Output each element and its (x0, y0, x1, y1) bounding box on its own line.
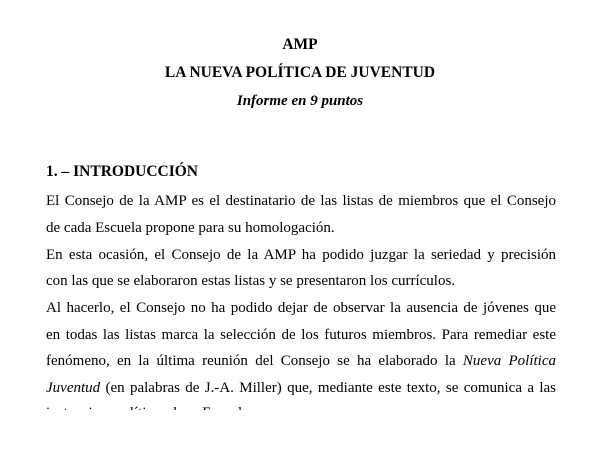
paragraph-italic-text: Juventud (46, 380, 101, 396)
document-org: AMP (282, 36, 318, 53)
paragraph-line: de cada Escuela propone para su homologación. (46, 220, 335, 236)
document-title: LA NUEVA POLÍTICA DE JUVENTUD (164, 64, 436, 81)
paragraph-line: Al hacerlo, el Consejo no ha podido dejar de observar la ausencia de jóvenes que (46, 300, 556, 316)
paragraph-text: (en palabras de J.-A. Miller) que, mediante este texto, se comunica a las (100, 380, 556, 396)
paragraph-line: El Consejo de la AMP es el destinatario de las listas de miembros que el Consejo (46, 193, 556, 209)
page-crop-edge (0, 410, 600, 450)
paragraph-line: En esta ocasión, el Consejo de la AMP ha podido juzgar la seriedad y precisión (46, 247, 556, 263)
paragraph-text: fenómeno, en la última reunión del Consejo se ha elaborado la (46, 353, 463, 369)
paragraph-line: con las que se elaboraron estas listas y se presentaron los currículos. (46, 273, 456, 289)
section-heading: 1. – INTRODUCCIÓN (46, 163, 198, 180)
paragraph-line: en todas las listas marca la selección de los futuros miembros. Para remediar este (46, 327, 556, 343)
document-subtitle: Informe en 9 puntos (236, 93, 364, 109)
paragraph-line (46, 352, 556, 370)
paragraph-line (46, 379, 556, 397)
paragraph-italic-text: Nueva Política (462, 353, 557, 369)
